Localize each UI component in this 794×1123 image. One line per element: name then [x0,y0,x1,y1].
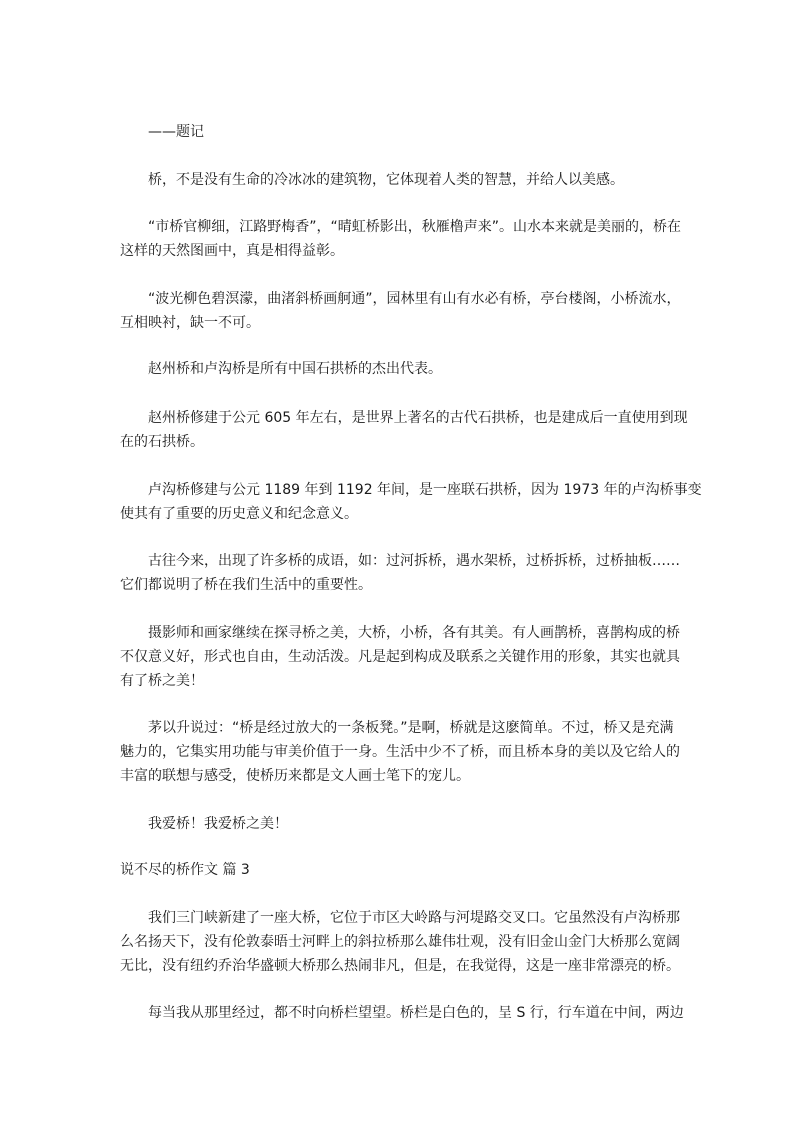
paragraph-8-line-1: 摄影师和画家继续在探寻桥之美，大桥，小桥，各有其美。有人画鹊桥，喜鹊构成的桥 [148,625,680,641]
paragraph-1-line-1: 桥，不是没有生命的冷冰冰的建筑物，它体现着人类的智慧，并给人以美感。 [148,172,624,188]
paragraph-7-line-1: 古往今来，出现了许多桥的成语，如：过河拆桥，遇水架桥，过桥拆桥，过桥抽板…… [148,553,680,569]
paragraph-13-line-1: 每当我从那里经过，都不时向桥栏望望。桥栏是白色的，呈 S 行，行车道在中间，两边 [148,1005,684,1021]
paragraph-2-line-1: “市桥官柳细，江路野梅香”，“晴虹桥影出，秋雁橹声来”。山水本来就是美丽的，桥在 [148,219,682,235]
paragraph-12-line-1: 我们三门峡新建了一座大桥，它位于市区大岭路与河堤路交叉口。它虽然没有卢沟桥那 [148,910,680,926]
section-heading: 说不尽的桥作文 篇 3 [120,862,250,878]
paragraph-5-line-1: 赵州桥修建于公元 605 年左右，是世界上著名的古代石拱桥，也是建成后一直使用到现 [148,410,688,426]
paragraph-9-line-2: 魅力的，它集实用功能与审美价值于一身。生活中少不了桥，而且桥本身的美以及它给人的 [120,744,680,760]
paragraph-7-line-2: 它们都说明了桥在我们生活中的重要性。 [120,577,372,593]
paragraph-12-line-2: 么名扬天下，没有伦敦泰晤士河畔上的斜拉桥那么雄伟壮观，没有旧金山金门大桥那么宽阔 [120,934,680,950]
paragraph-9-line-1: 茅以升说过：“桥是经过放大的一条板凳。”是啊，桥就是这麽简单。不过，桥又是充满 [148,720,674,736]
paragraph-2-line-2: 这样的天然图画中，真是相得益彰。 [120,243,344,259]
paragraph-12-line-3: 无比，没有纽约乔治华盛顿大桥那么热闹非凡，但是，在我觉得，这是一座非常漂亮的桥。 [120,958,680,974]
paragraph-4-line-1: 赵州桥和卢沟桥是所有中国石拱桥的杰出代表。 [148,361,442,377]
epigraph-label: ——题记 [148,124,204,140]
paragraph-3-line-2: 互相映衬，缺一不可。 [120,315,260,331]
paragraph-8-line-2: 不仅意义好，形式也自由，生动活泼。凡是起到构成及联系之关键作用的形象，其实也就具 [120,649,680,665]
paragraph-6-line-1: 卢沟桥修建与公元 1189 年到 1192 年间，是一座联石拱桥，因为 1973 年的卢沟桥事变 [148,482,702,498]
paragraph-8-line-3: 有了桥之美！ [120,673,204,689]
paragraph-5-line-2: 在的石拱桥。 [120,434,204,450]
paragraph-10-line-1: 我爱桥！我爱桥之美！ [148,816,288,832]
paragraph-9-line-3: 丰富的联想与感受，使桥历来都是文人画士笔下的宠儿。 [120,768,470,784]
paragraph-6-line-2: 使其有了重要的历史意义和纪念意义。 [120,506,358,522]
paragraph-3-line-1: “波光柳色碧溟濛，曲渚斜桥画舸通”，园林里有山有水必有桥，亭台楼阁，小桥流水， [148,291,681,307]
